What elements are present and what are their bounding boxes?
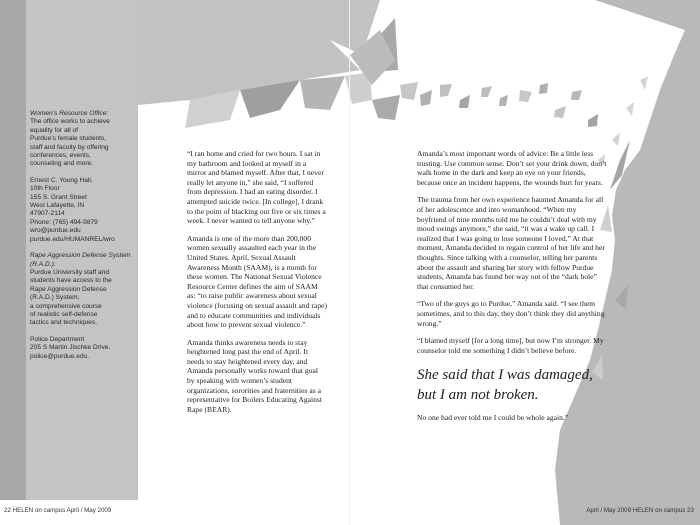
sidebar-line: tactics and techniques. (30, 319, 98, 327)
article-paragraph: Amanda is one of the more than 200,000 women sexually assaulted each year in the United States. April, Sexual Assault Awareness Month (SAAM), is a month for these women. The National Sexual Violence Resource Center defines the aim of SAAM as: “to raise public awareness about sexual violence (focusing on sexual assault and rape) and to educate communities and individuals about how to prevent sexual violence.” (187, 233, 328, 330)
sidebar-email-link[interactable]: police@purdue.edu. (30, 352, 90, 360)
folio-right: April / May 2009 HELEN on campus 23 (586, 507, 694, 514)
sidebar-block-wro-address (30, 177, 134, 244)
sidebar-line: The office works to achieve (30, 118, 110, 126)
sidebar-heading: Rape Aggression Defense System (R.A.D.): (30, 252, 131, 268)
sidebar-line: Police Department (30, 335, 85, 343)
sidebar-email-link[interactable]: wro@purdue.edu (30, 227, 81, 235)
page-gutter (349, 0, 350, 525)
sidebar-line: a comprehensive course (30, 302, 102, 310)
article-paragraph: The trauma from her own experience haunted Amanda for all of her adolescence and into womanhood. “When my boyfriend of nine months told me he couldn’t deal with my mood swings anymore,” she said, “it was a wake up call. I realized that I was going to lose someone I loved.” At that moment, Amanda decided to regain control of her life and her thoughts. Since talking with a counselor, telling her parents about the assault and sharing her story with fellow Purdue students, Amanda has found her way out of the “dark hole” that consumed her. (417, 195, 605, 291)
sidebar-line: 47907-2114 (30, 210, 65, 218)
sidebar-url-link[interactable]: purdue.edu/HUMANREL/wro (30, 235, 115, 243)
resource-sidebar (0, 0, 138, 525)
sidebar-line: Rape Aggression Defense (30, 285, 107, 293)
sidebar-line: 205 S Martin Jischke Drive. (30, 344, 111, 352)
sidebar-line: 155 S. Grant Street (30, 193, 87, 201)
sidebar-heading: Women’s Resource Office: (30, 110, 109, 117)
sidebar-line: West Lafayette, IN (30, 202, 85, 210)
article-paragraph: “I ran home and cried for two hours. I sat in my bathroom and looked at myself in a mirror and blamed myself. After that, I never really let anyone in,” she said, “I suffered from depression. I had an eating disorder. I attempted suicide twice. [In college], I drank to the point of blacking out five or six times a week. I never wanted to tell anyone why.” (187, 149, 326, 226)
article-paragraph: “I blamed myself [for a long time], but now I’m stronger. My counselor told me something I didn’t believe before. (417, 336, 604, 355)
sidebar-line: Purdue University staff and (30, 268, 110, 276)
sidebar-line: 10th Floor (30, 185, 60, 193)
sidebar-line: (R.A.D.) System, (30, 294, 80, 302)
sidebar-line: Ernest C. Young Hall, (30, 176, 93, 184)
article-column-right (417, 149, 607, 431)
sidebar-block-rad (30, 252, 134, 328)
sidebar-block-police (30, 336, 134, 361)
folio-left: 22 HELEN on campus April / May 2009 (4, 507, 112, 514)
article-column-left (187, 149, 327, 422)
pull-quote: She said that I was damaged, but I am not broken. (417, 367, 593, 404)
sidebar-line: conferences, events, (30, 152, 91, 160)
sidebar-line: Purdue’s female students, (30, 135, 107, 143)
sidebar-strip (0, 0, 26, 500)
sidebar-content (30, 110, 134, 369)
sidebar-block-womens-resource-office (30, 110, 134, 169)
sidebar-line: of realistic self-defense (30, 310, 98, 318)
sidebar-line: staff and faculty by offering (30, 143, 109, 151)
article-closing-paragraph: No one had ever told me I could be whole again.” (417, 413, 569, 423)
sidebar-line: equality for all of (30, 126, 79, 134)
article-paragraph: Amanda thinks awareness needs to stay heightened long past the end of April. It needs to stay heightened every day, and Amanda personally works toward that goal by speaking with women’s student organizations, sororities and fraternities as a representative for Boilers Educating Against Rape (BEAR). (187, 337, 322, 414)
sidebar-phone: Phone: (765) 494-9879 (30, 218, 98, 226)
article-paragraph: “Two of the guys go to Purdue,” Amanda said. “I see them sometimes, and to this day, they don’t think they did anything wrong.” (417, 299, 605, 328)
article-paragraph: Amanda’s most important words of advice: Be a little less trusting. Use common sense. Don’t set your drink down, don’t walk home in the dark and keep an eye on your friends, because once an incident happens, the wounds hurt for years. (417, 149, 607, 187)
sidebar-line: counseling and more. (30, 160, 94, 168)
sidebar-line: students have access to the (30, 277, 112, 285)
